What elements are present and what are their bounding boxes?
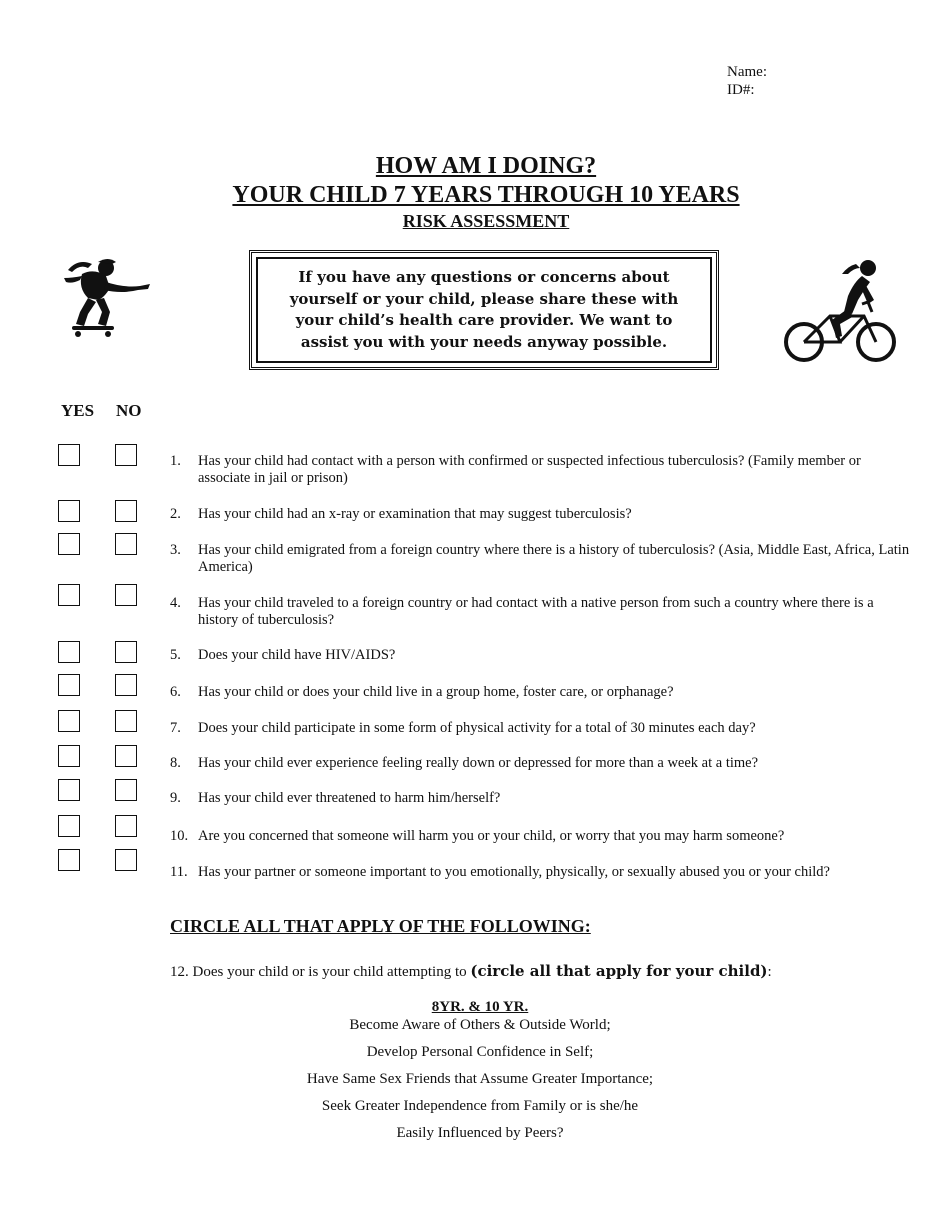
- q7-no-checkbox[interactable]: [115, 710, 137, 732]
- question-12: [170, 962, 772, 981]
- question-number: 6.: [170, 684, 181, 700]
- question-text: Has your child had contact with a person with confirmed or suspected infectious tuberculosis? (Family member or associate in jail or prison): [198, 453, 861, 486]
- question-text: Does your child participate in some form of physical activity for a total of 30 minutes each day?: [198, 720, 756, 736]
- question-text: Has your child traveled to a foreign country or had contact with a native person from such a country where there is a history of tuberculosis?: [198, 595, 874, 628]
- q2-no-checkbox[interactable]: [115, 500, 137, 522]
- question-text: Has your child ever experience feeling really down or depressed for more than a week at a time?: [198, 755, 759, 771]
- question-item: [170, 542, 912, 576]
- question-item: [170, 453, 912, 487]
- age-range-heading: 8YR. & 10 YR.: [431, 999, 529, 1015]
- question-text: Does your child have HIV/AIDS?: [198, 647, 396, 663]
- q5-yes-checkbox[interactable]: [58, 641, 80, 663]
- q6-yes-checkbox[interactable]: [58, 674, 80, 696]
- question-number: 2.: [170, 506, 181, 522]
- question-number: 11.: [170, 864, 188, 880]
- question-item: [170, 755, 912, 772]
- option-aware-of-others[interactable]: Become Aware of Others & Outside World;: [349, 1017, 611, 1033]
- notice-box: [249, 250, 719, 370]
- question-text: Has your child had an x-ray or examination that may suggest tuberculosis?: [198, 506, 632, 522]
- id-label: ID#:: [727, 82, 755, 98]
- q10-yes-checkbox[interactable]: [58, 815, 80, 837]
- question-instruction: (circle all that apply for your child): [470, 962, 768, 980]
- question-item: [170, 790, 912, 807]
- option-influenced-by-peers[interactable]: Easily Influenced by Peers?: [396, 1125, 564, 1141]
- page-subtitle: YOUR CHILD 7 YEARS THROUGH 10 YEARS: [232, 182, 740, 208]
- option-greater-independence[interactable]: Seek Greater Independence from Family or is she/he: [321, 1098, 639, 1114]
- question-item: [170, 828, 912, 845]
- q9-no-checkbox[interactable]: [115, 779, 137, 801]
- q7-yes-checkbox[interactable]: [58, 710, 80, 732]
- q11-yes-checkbox[interactable]: [58, 849, 80, 871]
- question-text: Has your child or does your child live in a group home, foster care, or orphanage?: [198, 684, 674, 700]
- question-item: [170, 720, 912, 737]
- q9-yes-checkbox[interactable]: [58, 779, 80, 801]
- q6-no-checkbox[interactable]: [115, 674, 137, 696]
- q2-yes-checkbox[interactable]: [58, 500, 80, 522]
- name-label: Name:: [727, 64, 767, 80]
- q10-no-checkbox[interactable]: [115, 815, 137, 837]
- name-id-block: [727, 63, 767, 99]
- circle-all-heading: CIRCLE ALL THAT APPLY OF THE FOLLOWING:: [170, 916, 591, 936]
- q8-no-checkbox[interactable]: [115, 745, 137, 767]
- question-number: 4.: [170, 595, 181, 611]
- question-number: 8.: [170, 755, 181, 771]
- q11-no-checkbox[interactable]: [115, 849, 137, 871]
- question-text: Does your child or is your child attempting to: [192, 964, 467, 980]
- question-number: 7.: [170, 720, 181, 736]
- form-type-title: RISK ASSESSMENT: [402, 211, 570, 231]
- question-text: Are you concerned that someone will harm you or your child, or worry that you may harm someone?: [198, 828, 785, 844]
- question-item: [170, 684, 912, 701]
- q3-yes-checkbox[interactable]: [58, 533, 80, 555]
- option-same-sex-friends[interactable]: Have Same Sex Friends that Assume Greater Importance;: [306, 1071, 654, 1087]
- q3-no-checkbox[interactable]: [115, 533, 137, 555]
- yes-column-header: YES: [61, 401, 95, 420]
- question-text: Has your child ever threatened to harm him/herself?: [198, 790, 501, 806]
- question-item: [170, 595, 912, 629]
- q8-yes-checkbox[interactable]: [58, 745, 80, 767]
- question-text: Has your partner or someone important to you emotionally, physically, or sexually abused you or your child?: [198, 864, 830, 880]
- question-number: 5.: [170, 647, 181, 663]
- question-number: 12.: [170, 964, 189, 980]
- page-title: HOW AM I DOING?: [375, 153, 597, 179]
- skateboarder-icon: [58, 254, 158, 342]
- question-colon: :: [767, 964, 772, 980]
- question-item: [170, 864, 912, 881]
- q1-no-checkbox[interactable]: [115, 444, 137, 466]
- q1-yes-checkbox[interactable]: [58, 444, 80, 466]
- option-personal-confidence[interactable]: Develop Personal Confidence in Self;: [366, 1044, 594, 1060]
- q4-yes-checkbox[interactable]: [58, 584, 80, 606]
- question-item: [170, 647, 912, 664]
- notice-text: If you have any questions or concerns about yourself or your child, please share these with your child’s health care provider. We want to assist you with your needs anyway possible.: [256, 257, 712, 363]
- question-text: Has your child emigrated from a foreign country where there is a history of tuberculosis? (Asia, Middle East, Africa, Latin America): [198, 542, 910, 575]
- question-number: 10.: [170, 828, 189, 844]
- q4-no-checkbox[interactable]: [115, 584, 137, 606]
- q5-no-checkbox[interactable]: [115, 641, 137, 663]
- question-number: 3.: [170, 542, 181, 558]
- question-item: [170, 506, 912, 523]
- cyclist-icon: [782, 256, 902, 364]
- question-number: 1.: [170, 453, 181, 469]
- no-column-header: NO: [116, 401, 142, 420]
- question-number: 9.: [170, 790, 181, 806]
